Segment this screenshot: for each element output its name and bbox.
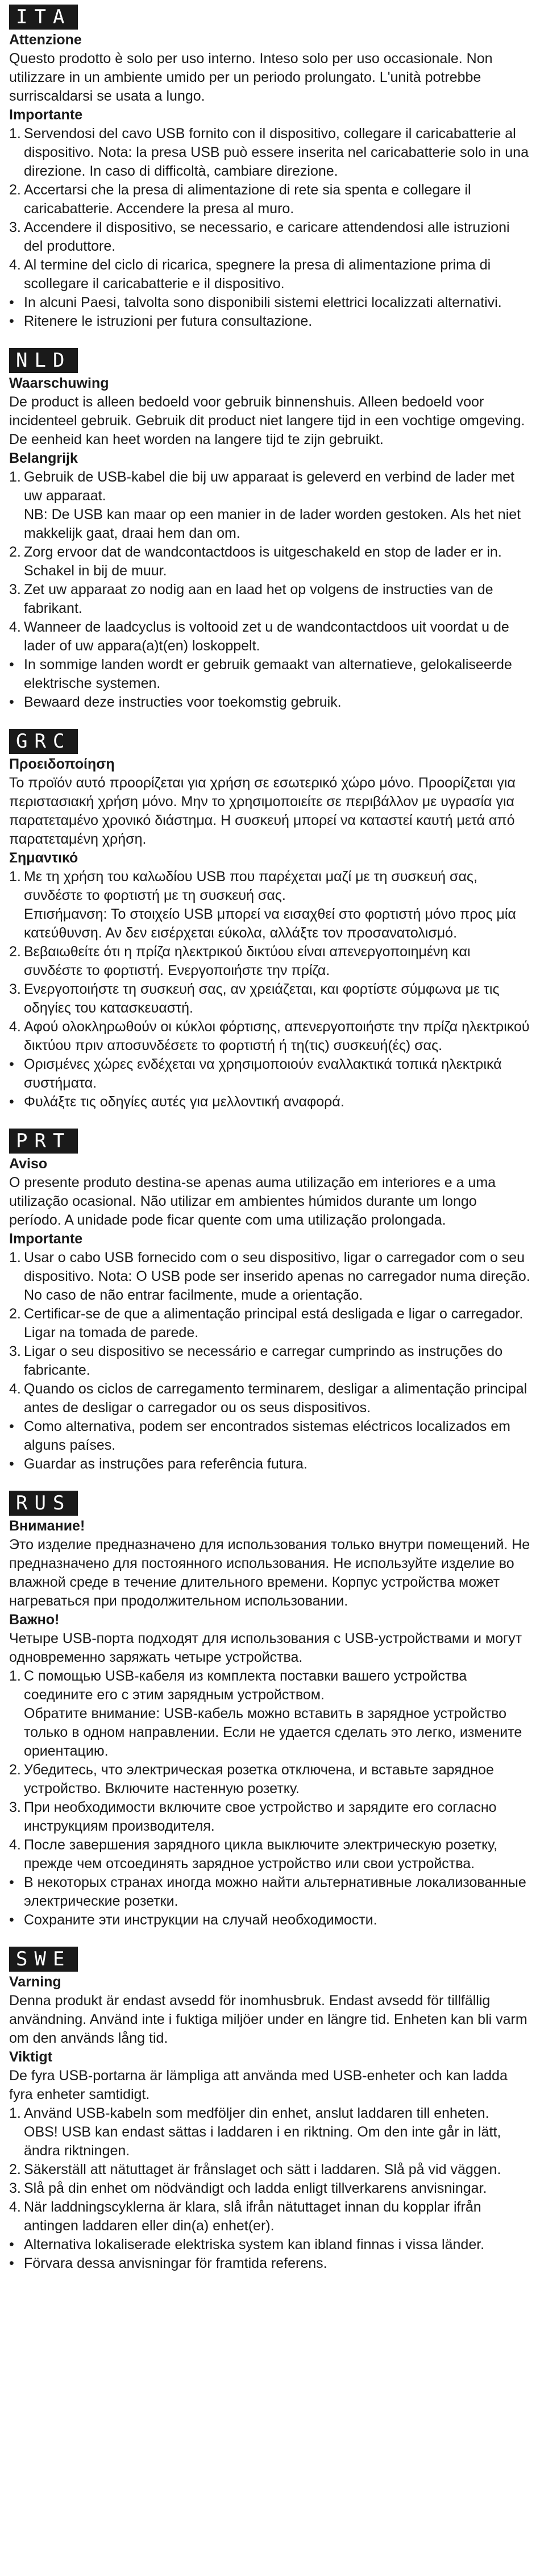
step-number: 2. (9, 2162, 21, 2177)
note-item (9, 1455, 531, 1474)
notes-list (9, 2235, 531, 2273)
instruction-step (9, 943, 531, 980)
notes-list (9, 1873, 531, 1930)
step-text: Accertarsi che la presa di alimentazione di rete sia spenta e collegare il caricabatterie. Accendere la presa al muro. (24, 182, 471, 217)
step-number: 2. (9, 944, 21, 960)
step-text: Certificar-se de que a alimentação principal está desligada e ligar o carregador. Ligar na tomada de parede. (24, 1306, 524, 1341)
language-code-badge: GRC (9, 729, 78, 754)
notes-list (9, 656, 531, 712)
language-code-badge: SWE (9, 1947, 78, 1972)
warning-heading: Waarschuwing (9, 375, 109, 391)
instruction-step (9, 181, 531, 218)
note-item (9, 293, 531, 312)
instruction-step (9, 618, 531, 656)
step-text: När laddningscyklerna är klara, slå ifrån nätuttaget innan du kopplar ifrån antingen laddaren eller din(a) enhet(er). (24, 2199, 481, 2234)
step-number: 4. (9, 1019, 21, 1035)
step-number: 3. (9, 1343, 21, 1359)
warning-text: Denna produkt är endast avsedd för inomhusbruk. Endast avsedd för tillfällig användning. Använd inte i fuktiga miljöer under en längre tid. Enheten kan bli varm om den används lång tid. (9, 1993, 527, 2046)
step-text: Usar o cabo USB fornecido com o seu dispositivo, ligar o carregador com o seu dispositivo. Nota: O USB pode ser inserido apenas no carregador numa direção. No caso de não entrar facilmente, mude a orientação. (24, 1250, 530, 1303)
warning-text: Το προϊόν αυτό προορίζεται για χρήση σε εσωτερικό χώρο μόνο. Προορίζεται για περιστασιακή χρήση μόνο. Μην το χρησιμοποιείτε σε περιβάλλον με υγρασία για παρατεταμένο χρονικό διάστημα. Η συσκευή μπορεί να καταστεί καυτή μετά από παρατεταμένη χρήση. (9, 775, 516, 847)
note-text: Сохраните эти инструкции на случай необходимости. (24, 1912, 377, 1928)
note-item (9, 1911, 531, 1930)
instruction-step (9, 1836, 531, 1873)
instruction-step (9, 468, 531, 543)
step-note: OBS! USB kan endast sättas i laddaren i en riktning. Om den inte går in lätt, ändra riktningen. (24, 2124, 501, 2159)
instruction-step (9, 980, 531, 1018)
note-item (9, 1873, 531, 1911)
note-text: Ritenere le istruzioni per futura consultazione. (24, 313, 313, 329)
step-number: 3. (9, 1799, 21, 1815)
warning-heading: Attenzione (9, 32, 82, 48)
important-heading: Belangrijk (9, 450, 78, 466)
step-number: 1. (9, 2105, 21, 2121)
bullet-icon: • (9, 313, 14, 329)
step-number: 1. (9, 1250, 21, 1266)
note-text: Alternativa lokaliserade elektriska system kan ibland finnas i vissa länder. (24, 2237, 485, 2253)
note-item (9, 2235, 531, 2254)
step-note: NB: De USB kan maar op een manier in de lader worden gestoken. Als het niet makkelijk gaat, draai hem dan om. (24, 507, 521, 541)
step-text: Με τη χρήση του καλωδίου USB που παρέχεται μαζί με τη συσκευή σας, συνδέστε το φορτιστή με τη συσκευή σας. (24, 869, 477, 903)
instruction-steps (9, 1667, 531, 1873)
step-text: Wanneer de laadcyclus is voltooid zet u de wandcontactdoos uit voordat u de lader of uw appara(a)t(en) loskoppelt. (24, 619, 509, 654)
warning-text: Это изделие предназначено для использования только внутри помещений. Не предназначено для постоянного использования. Не используйте изделие во влажной среде в течение длительного времени. Корпус устройства может нагреваться при продолжительном использовании. (9, 1537, 530, 1609)
instruction-step (9, 1380, 531, 1417)
warning-text: De product is alleen bedoeld voor gebruik binnenshuis. Alleen bedoeld voor incidenteel gebruik. Gebruik dit product niet langere tijd in een vochtige omgeving. De eenheid kan heet worden na langere tijd te zijn gebruikt. (9, 394, 525, 447)
notes-list (9, 1417, 531, 1474)
bullet-icon: • (9, 1456, 14, 1472)
step-number: 2. (9, 182, 21, 198)
note-text: In sommige landen wordt er gebruik gemaakt van alternatieve, gelokaliseerde elektrische systemen. (24, 657, 512, 691)
warning-heading: Varning (9, 1974, 61, 1990)
instruction-step (9, 2179, 531, 2198)
step-number: 3. (9, 981, 21, 997)
step-number: 2. (9, 544, 21, 560)
step-text: Säkerställ att nätuttaget är frånslaget och sätt i laddaren. Slå på vid väggen. (24, 2162, 501, 2177)
step-number: 1. (9, 1668, 21, 1684)
note-text: Guardar as instruções para referência futura. (24, 1456, 308, 1472)
step-text: Slå på din enhet om nödvändigt och ladda enligt tillverkarens anvisningar. (24, 2180, 487, 2196)
note-item (9, 1093, 531, 1111)
language-section-nld (9, 348, 531, 712)
bullet-icon: • (9, 294, 14, 310)
step-text: При необходимости включите свое устройство и зарядите его согласно инструкциям производителя. (24, 1799, 497, 1834)
step-text: Убедитесь, что электрическая розетка отключена, и вставьте зарядное устройство. Включите настенную розетку. (24, 1762, 494, 1797)
note-text: Ορισμένες χώρες ενδέχεται να χρησιμοποιούν εναλλακτικά τοπικά ηλεκτρικά συστήματα. (24, 1056, 502, 1091)
step-text: Αφού ολοκληρωθούν οι κύκλοι φόρτισης, απενεργοποιήστε την πρίζα ηλεκτρικού δικτύου πριν αποσυνδέσετε το φορτιστή ή τη(τις) συσκευή(ές) σας. (24, 1019, 530, 1053)
warning-heading: Внимание! (9, 1518, 85, 1534)
bullet-icon: • (9, 2237, 14, 2253)
note-item (9, 312, 531, 331)
important-heading: Важно! (9, 1612, 60, 1628)
note-text: In alcuni Paesi, talvolta sono disponibili sistemi elettrici localizzati alternativi. (24, 294, 502, 310)
instruction-step (9, 1018, 531, 1055)
step-text: Βεβαιωθείτε ότι η πρίζα ηλεκτρικού δικτύου είναι απενεργοποιημένη και συνδέστε το φορτιστή. Ενεργοποιήστε την πρίζα. (24, 944, 471, 978)
important-heading: Importante (9, 107, 83, 123)
step-number: 1. (9, 469, 21, 485)
step-text: Ligar o seu dispositivo se necessário e carregar cumprindo as instruções do fabricante. (24, 1343, 503, 1378)
note-item (9, 2254, 531, 2273)
step-number: 4. (9, 1837, 21, 1853)
note-text: В некоторых странах иногда можно найти альтернативные локализованные электрические розетки. (24, 1874, 526, 1909)
step-note: Επισήμανση: Το στοιχείο USB μπορεί να εισαχθεί στο φορτιστή μόνο προς μία κατεύθυνση. Αν δεν εισέρχεται εύκολα, αλλάξτε τον προσανατολισμό. (24, 906, 516, 941)
step-text: Quando os ciclos de carregamento terminarem, desligar a alimentação principal antes de desligar o carregador ou os seus dispositivos. (24, 1381, 527, 1416)
warning-text: Questo prodotto è solo per uso interno. Inteso solo per uso occasionale. Non utilizzare in un ambiente umido per un periodo prolungato. L'unità potrebbe surriscaldarsi se usata a lungo. (9, 51, 493, 104)
instruction-step (9, 2104, 531, 2160)
notes-list (9, 293, 531, 331)
step-text: После завершения зарядного цикла выключите электрическую розетку, прежде чем отсоединять зарядное устройство или свои устройства. (24, 1837, 498, 1872)
step-text: Ενεργοποιήστε τη συσκευή σας, αν χρειάζεται, και φορτίστε σύμφωνα με τις οδηγίες του κατασκευαστή. (24, 981, 500, 1016)
language-code-badge: PRT (9, 1129, 78, 1154)
instruction-step (9, 2198, 531, 2235)
bullet-icon: • (9, 1418, 14, 1434)
language-code-badge: RUS (9, 1491, 78, 1516)
instruction-step (9, 1761, 531, 1798)
step-number: 3. (9, 219, 21, 235)
step-text: Använd USB-kabeln som medföljer din enhet, anslut laddaren till enheten. (24, 2105, 489, 2121)
notes-list (9, 1055, 531, 1111)
warning-heading: Προειδοποίηση (9, 756, 115, 772)
note-item (9, 1055, 531, 1093)
instruction-steps (9, 468, 531, 656)
step-number: 4. (9, 2199, 21, 2215)
step-number: 4. (9, 1381, 21, 1397)
step-text: Gebruik de USB-kabel die bij uw apparaat is geleverd en verbind de lader met uw apparaat. (24, 469, 514, 504)
warning-heading: Aviso (9, 1156, 48, 1172)
instruction-step (9, 1798, 531, 1836)
language-code-badge: NLD (9, 348, 78, 373)
important-heading: Viktigt (9, 2049, 52, 2065)
instruction-steps (9, 868, 531, 1055)
important-intro: De fyra USB-portarna är lämpliga att använda med USB-enheter och kan ladda fyra enheter samtidigt. (9, 2068, 508, 2102)
note-text: Bewaard deze instructies voor toekomstig gebruik. (24, 694, 342, 710)
instruction-steps (9, 125, 531, 293)
step-number: 2. (9, 1306, 21, 1322)
language-section-swe (9, 1947, 531, 2273)
note-text: Como alternativa, podem ser encontrados sistemas eléctricos localizados em alguns países. (24, 1418, 510, 1453)
language-section-rus (9, 1491, 531, 1930)
instruction-step (9, 1248, 531, 1305)
instruction-step (9, 1305, 531, 1342)
instruction-step (9, 868, 531, 943)
language-section-grc (9, 729, 531, 1111)
step-note: Обратите внимание: USB-кабель можно вставить в зарядное устройство только в одном направлении. Если не удается сделать это легко, измените ориентацию. (24, 1706, 522, 1759)
bullet-icon: • (9, 1056, 14, 1072)
instruction-step (9, 543, 531, 580)
step-number: 4. (9, 257, 21, 273)
bullet-icon: • (9, 2255, 14, 2271)
note-item (9, 656, 531, 693)
instruction-step (9, 580, 531, 618)
step-text: Servendosi del cavo USB fornito con il dispositivo, collegare il caricabatterie al dispositivo. Nota: la presa USB può essere inserita nel caricabatterie solo in una direzione. In caso di difficoltà, cambiare direzione. (24, 126, 529, 179)
step-number: 1. (9, 126, 21, 142)
important-heading: Σημαντικό (9, 850, 78, 866)
step-number: 2. (9, 1762, 21, 1778)
instruction-step (9, 2160, 531, 2179)
language-section-prt (9, 1129, 531, 1474)
step-text: Accendere il dispositivo, se necessario, e caricare attendendosi alle istruzioni del produttore. (24, 219, 510, 254)
warning-text: O presente produto destina-se apenas auma utilização em interiores e a uma utilização ocasional. Não utilizar em ambientes húmidos durante um longo período. A unidade pode ficar quente com uma utilização prolongada. (9, 1175, 496, 1228)
bullet-icon: • (9, 694, 14, 710)
step-text: С помощью USB-кабеля из комплекта поставки вашего устройства соедините его с этим зарядным устройством. (24, 1668, 467, 1703)
note-item (9, 1417, 531, 1455)
bullet-icon: • (9, 1094, 14, 1110)
bullet-icon: • (9, 657, 14, 673)
step-number: 3. (9, 582, 21, 598)
instruction-step (9, 1342, 531, 1380)
note-text: Förvara dessa anvisningar för framtida referens. (24, 2255, 327, 2271)
bullet-icon: • (9, 1874, 14, 1890)
important-heading: Importante (9, 1231, 83, 1247)
step-text: Zorg ervoor dat de wandcontactdoos is uitgeschakeld en stop de lader er in. Schakel in bij de muur. (24, 544, 502, 579)
instruction-steps (9, 2104, 531, 2235)
language-section-ita (9, 5, 531, 331)
instruction-step (9, 256, 531, 293)
instruction-steps (9, 1248, 531, 1417)
bullet-icon: • (9, 1912, 14, 1928)
step-text: Al termine del ciclo di ricarica, spegnere la presa di alimentazione prima di scollegare il caricabatterie e il dispositivo. (24, 257, 491, 292)
instruction-step (9, 1667, 531, 1761)
note-item (9, 693, 531, 712)
step-number: 4. (9, 619, 21, 635)
step-number: 1. (9, 869, 21, 885)
step-text: Zet uw apparaat zo nodig aan en laad het op volgens de instructies van de fabrikant. (24, 582, 493, 616)
step-number: 3. (9, 2180, 21, 2196)
note-text: Φυλάξτε τις οδηγίες αυτές για μελλοντική αναφορά. (24, 1094, 344, 1110)
important-intro: Четыре USB-порта подходят для использования с USB-устройствами и могут одновременно заряжать четыре устройства. (9, 1631, 522, 1665)
instruction-step (9, 218, 531, 256)
language-code-badge: ITA (9, 5, 78, 30)
instruction-step (9, 125, 531, 181)
